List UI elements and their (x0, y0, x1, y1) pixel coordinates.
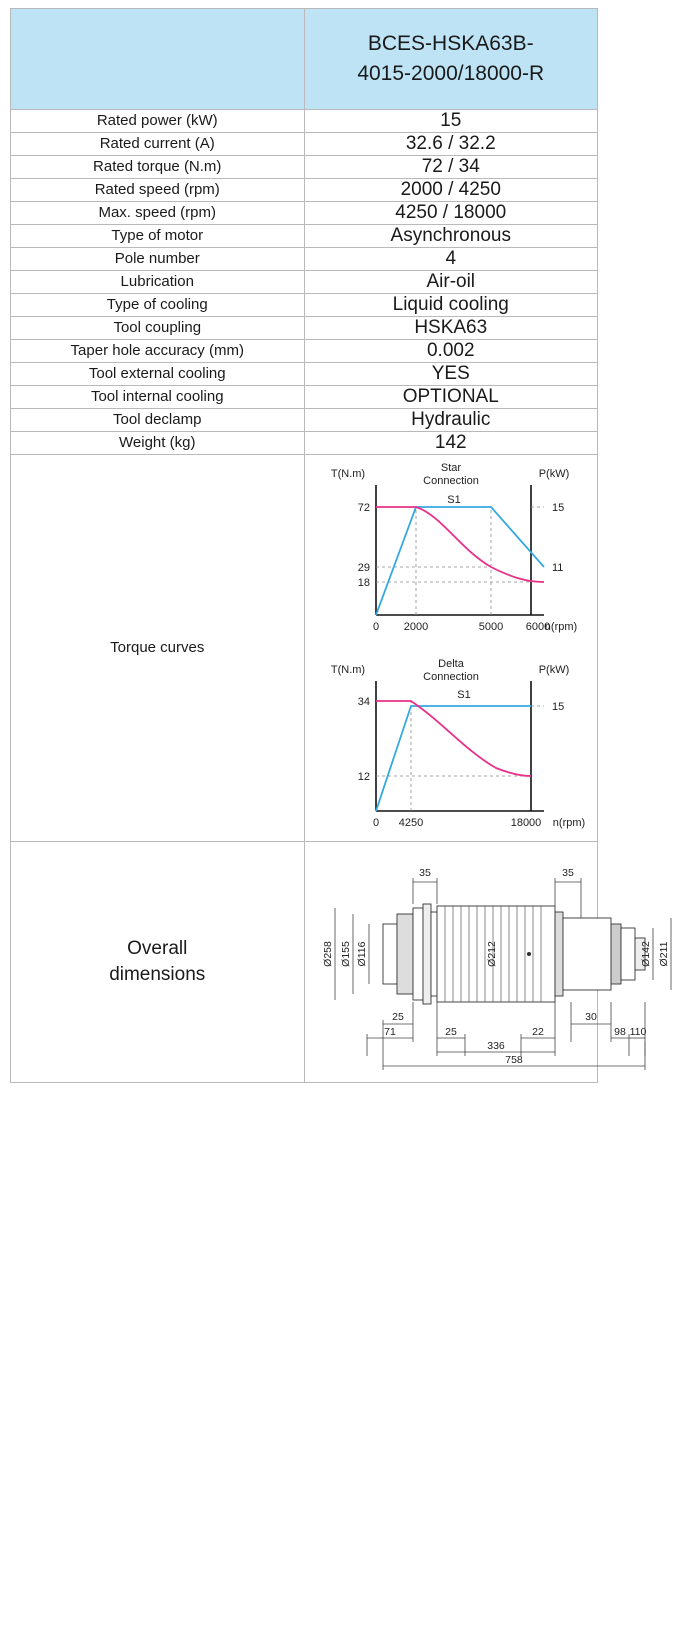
y-right-tick: 15 (551, 701, 564, 713)
row-value: 0.002 (304, 340, 598, 363)
row-label: Pole number (11, 248, 305, 271)
row-label: Tool internal cooling (11, 386, 305, 409)
x-axis-label: n(rpm) (552, 817, 585, 829)
power-curve (376, 706, 531, 811)
overall-dimensions-row (11, 842, 598, 1083)
bottom-length-30: 30 (584, 1011, 597, 1023)
table-row (11, 386, 598, 409)
table-row (11, 133, 598, 156)
row-value: Asynchronous (304, 225, 598, 248)
torque-curves-row (11, 455, 598, 842)
row-label: Rated current (A) (11, 133, 305, 156)
row-label: Weight (kg) (11, 432, 305, 455)
row-value: 4 (304, 248, 598, 271)
row-value: 4250 / 18000 (304, 202, 598, 225)
spec-sheet (0, 8, 670, 1644)
spindle-drawing (305, 842, 695, 1082)
delta-connection-chart (286, 651, 616, 841)
row-label: Rated torque (N.m) (11, 156, 305, 179)
chart-title-line2: Connection (422, 475, 479, 487)
diameter-label: Ø211 (657, 941, 670, 967)
table-row (11, 248, 598, 271)
row-label: Max. speed (rpm) (11, 202, 305, 225)
row-value: Liquid cooling (304, 294, 598, 317)
bottom-length-336: 336 (486, 1040, 505, 1052)
y-right-axis-label: P(kW) (538, 664, 570, 676)
bottom-length-758: 758 (504, 1054, 523, 1066)
x-tick: 0 (372, 621, 379, 633)
row-value: 32.6 / 32.2 (304, 133, 598, 156)
row-label: Tool coupling (11, 317, 305, 340)
product-title-cell (304, 9, 598, 110)
dimensions-label-line2: dimensions (109, 964, 206, 985)
row-label: Type of motor (11, 225, 305, 248)
bottom-length-98: 98 (613, 1026, 626, 1038)
y-left-tick: 12 (357, 771, 370, 783)
overall-dimensions-cell (304, 842, 670, 1083)
table-row (11, 225, 598, 248)
table-row (11, 340, 598, 363)
x-tick: 4250 (398, 817, 423, 829)
y-right-axis-label: P(kW) (538, 468, 570, 480)
y-right-tick: 15 (551, 502, 564, 514)
row-label: Tool declamp (11, 409, 305, 432)
header-blank-cell (11, 9, 305, 110)
product-title-line1: BCES-HSKA63B- (367, 31, 534, 55)
star-connection-chart (286, 455, 616, 645)
torque-curves-label: Torque curves (11, 455, 305, 842)
y-left-tick: 18 (357, 577, 370, 589)
row-label: Rated speed (rpm) (11, 179, 305, 202)
row-value: 15 (304, 110, 598, 133)
table-row (11, 317, 598, 340)
x-tick: 18000 (510, 817, 542, 829)
y-left-tick: 72 (357, 502, 370, 514)
dimensions-label-line1: Overall (127, 938, 188, 960)
bottom-length-25a: 25 (391, 1011, 404, 1023)
row-label: Rated power (kW) (11, 110, 305, 133)
power-curve (376, 507, 544, 615)
table-row (11, 409, 598, 432)
row-value: HSKA63 (304, 317, 598, 340)
table-row (11, 294, 598, 317)
diameter-label: Ø155 (339, 941, 352, 967)
diameter-label: Ø116 (355, 941, 368, 967)
chart-title-line1: Star (440, 462, 461, 474)
y-right-tick: 11 (551, 562, 564, 574)
table-row (11, 271, 598, 294)
diameter-label: Ø142 (639, 941, 652, 967)
row-label: Tool external cooling (11, 363, 305, 386)
row-label: Type of cooling (11, 294, 305, 317)
torque-curves-cell (304, 455, 598, 842)
x-tick: 6000 (525, 621, 550, 633)
x-tick: 2000 (403, 621, 428, 633)
row-value: Air-oil (304, 271, 598, 294)
table-row (11, 363, 598, 386)
row-label: Taper hole accuracy (mm) (11, 340, 305, 363)
legend-s1: S1 (447, 494, 461, 506)
y-left-axis-label: T(N.m) (330, 664, 365, 676)
top-length-1: 35 (418, 867, 431, 879)
spindle-outline (383, 904, 645, 1004)
row-value: OPTIONAL (304, 386, 598, 409)
row-value: 72 / 34 (304, 156, 598, 179)
row-value: Hydraulic (304, 409, 598, 432)
row-label: Lubrication (11, 271, 305, 294)
x-tick: 5000 (478, 621, 503, 633)
specification-table (10, 8, 670, 1083)
top-length-2: 35 (561, 867, 574, 879)
y-left-tick: 34 (357, 696, 370, 708)
bottom-length-22: 22 (531, 1026, 544, 1038)
table-row (11, 179, 598, 202)
overall-dimensions-label (11, 842, 305, 1083)
row-value: YES (304, 363, 598, 386)
table-row (11, 202, 598, 225)
bottom-length-110: 110 (629, 1026, 646, 1038)
x-tick: 0 (372, 817, 379, 829)
table-row (11, 110, 598, 133)
y-left-tick: 29 (357, 562, 370, 574)
table-header-row (11, 9, 598, 110)
x-axis-label: n(rpm) (544, 621, 577, 633)
bottom-length-25b: 25 (444, 1026, 457, 1038)
y-left-axis-label: T(N.m) (330, 468, 365, 480)
table-row (11, 156, 598, 179)
diameter-label: Ø212 (485, 941, 498, 967)
legend-s1: S1 (457, 689, 471, 701)
row-value: 2000 / 4250 (304, 179, 598, 202)
product-title-line2: 4015-2000/18000-R (357, 62, 545, 85)
chart-title-line2: Connection (422, 671, 479, 683)
bottom-length-71: 71 (383, 1026, 396, 1038)
diameter-label: Ø258 (321, 941, 334, 967)
table-row (11, 432, 598, 455)
row-value: 142 (304, 432, 598, 455)
chart-title-line1: Delta (437, 658, 464, 670)
